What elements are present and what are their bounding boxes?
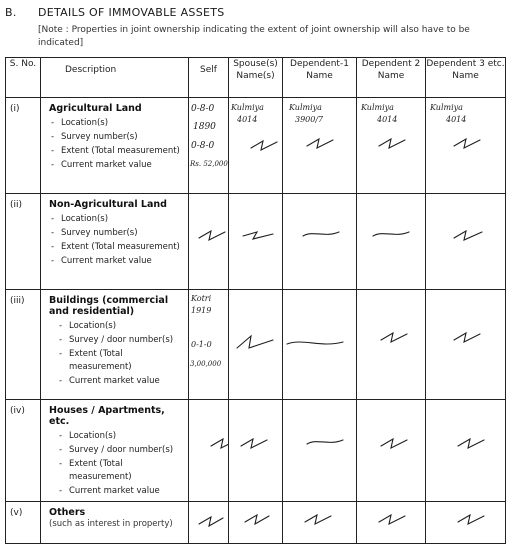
cell-spouse bbox=[229, 98, 283, 194]
cell-spouse bbox=[229, 194, 283, 290]
row-description bbox=[41, 98, 189, 194]
list-item: - Extent (Total measurement) bbox=[57, 348, 184, 374]
section-title: DETAILS OF IMMOVABLE ASSETS bbox=[38, 6, 225, 19]
list-item: - Extent (Total measurement) bbox=[49, 241, 184, 254]
handwritten-value: 3,00,000 bbox=[190, 360, 222, 368]
cross-mark-icon bbox=[305, 136, 335, 150]
list-item: - Current market value bbox=[49, 255, 184, 268]
cell-dependent-1 bbox=[283, 194, 357, 290]
row-sno: (v) bbox=[6, 502, 41, 544]
row-description bbox=[41, 194, 189, 290]
handwritten-value: 0-1-0 bbox=[191, 340, 212, 349]
list-item: - Survey number(s) bbox=[49, 227, 184, 240]
list-item: - Extent (Total measurement) bbox=[49, 145, 184, 158]
cross-mark-icon bbox=[209, 436, 229, 450]
handwritten-value: Rs. 52,000 bbox=[190, 160, 228, 168]
dash-mark-icon bbox=[285, 336, 345, 350]
cross-mark-icon bbox=[235, 332, 275, 352]
row-description bbox=[41, 502, 189, 544]
cell-self bbox=[189, 194, 229, 290]
cell-spouse bbox=[229, 290, 283, 400]
row-title: Others bbox=[49, 507, 86, 518]
list-item: - Location(s) bbox=[57, 320, 184, 333]
cell-dependent-3 bbox=[426, 194, 506, 290]
cross-mark-icon bbox=[452, 228, 484, 242]
section-number: B. bbox=[5, 6, 17, 19]
row-description bbox=[41, 290, 189, 400]
cross-mark-icon bbox=[377, 136, 407, 150]
list-item: - Location(s) bbox=[49, 213, 184, 226]
row-title: Houses / Apartments, etc. bbox=[49, 405, 165, 427]
handwritten-value: Kulmiya bbox=[361, 103, 394, 112]
cell-dependent-2 bbox=[357, 400, 426, 502]
col-header-dependent-3: Dependent 3 etc. Name bbox=[426, 58, 506, 98]
cell-dependent-2 bbox=[357, 194, 426, 290]
row-sno: (i) bbox=[6, 98, 41, 194]
handwritten-value: Kotri bbox=[191, 294, 212, 303]
cross-mark-icon bbox=[249, 138, 279, 152]
cross-mark-icon bbox=[456, 436, 486, 450]
cell-self bbox=[189, 400, 229, 502]
cell-dependent-2 bbox=[357, 290, 426, 400]
list-item: - Extent (Total measurement) bbox=[57, 458, 184, 484]
table-row bbox=[6, 194, 506, 290]
immovable-assets-table bbox=[5, 57, 506, 544]
col-header-spouse: Spouse(s) Name(s) bbox=[229, 58, 283, 98]
cell-self bbox=[189, 290, 229, 400]
cell-spouse bbox=[229, 400, 283, 502]
row-title: Buildings (commercial and residential) bbox=[49, 295, 169, 317]
cross-mark-icon bbox=[377, 512, 407, 526]
cell-dependent-2 bbox=[357, 502, 426, 544]
row-description bbox=[41, 400, 189, 502]
cross-mark-icon bbox=[379, 436, 409, 450]
cross-mark-icon bbox=[197, 514, 225, 528]
table-header-row bbox=[6, 58, 506, 98]
cell-self bbox=[189, 502, 229, 544]
list-item: - Location(s) bbox=[49, 117, 184, 130]
cell-dependent-2 bbox=[357, 98, 426, 194]
cell-dependent-1 bbox=[283, 400, 357, 502]
dash-mark-icon bbox=[305, 436, 345, 448]
list-item: - Current market value bbox=[57, 375, 184, 388]
cross-mark-icon bbox=[379, 330, 409, 344]
ownership-note: [Note : Properties in joint ownership indicating the extent of joint ownership will also have to be indicated] bbox=[38, 25, 470, 48]
cell-dependent-3 bbox=[426, 400, 506, 502]
cell-spouse bbox=[229, 502, 283, 544]
cross-mark-icon bbox=[241, 228, 275, 242]
row-title: Non-Agricultural Land bbox=[49, 199, 167, 210]
list-item: - Location(s) bbox=[57, 430, 184, 443]
handwritten-value: 4014 bbox=[237, 115, 258, 124]
row-subtitle: (such as interest in property) bbox=[49, 519, 173, 529]
table-row bbox=[6, 290, 506, 400]
list-item: - Survey / door number(s) bbox=[57, 334, 184, 347]
row-title: Agricultural Land bbox=[49, 103, 142, 114]
table-row bbox=[6, 502, 506, 544]
col-header-self: Self bbox=[189, 58, 229, 98]
table-row bbox=[6, 98, 506, 194]
handwritten-value: 0-8-0 bbox=[191, 104, 215, 114]
handwritten-value: 3900/7 bbox=[295, 115, 324, 124]
cross-mark-icon bbox=[243, 512, 271, 526]
cross-mark-icon bbox=[239, 436, 269, 450]
handwritten-value: Kulmiya bbox=[430, 103, 463, 112]
cross-mark-icon bbox=[303, 512, 333, 526]
list-item: - Current market value bbox=[49, 159, 184, 172]
col-header-sno: S. No. bbox=[6, 58, 41, 98]
cross-mark-icon bbox=[456, 512, 486, 526]
handwritten-value: 4014 bbox=[377, 115, 398, 124]
list-item: - Current market value bbox=[57, 485, 184, 498]
handwritten-value: Kulmiya bbox=[231, 103, 264, 112]
cell-self bbox=[189, 98, 229, 194]
cross-mark-icon bbox=[197, 228, 227, 242]
col-header-dependent-1: Dependent-1 Name bbox=[283, 58, 357, 98]
cell-dependent-3 bbox=[426, 290, 506, 400]
cell-dependent-1 bbox=[283, 502, 357, 544]
table-row bbox=[6, 400, 506, 502]
cross-mark-icon bbox=[452, 330, 482, 344]
list-item: - Survey / door number(s) bbox=[57, 444, 184, 457]
col-header-dependent-2: Dependent 2 Name bbox=[357, 58, 426, 98]
col-header-description: Description bbox=[41, 58, 189, 98]
dash-mark-icon bbox=[371, 228, 411, 240]
handwritten-value: 1919 bbox=[191, 306, 212, 315]
cell-dependent-1 bbox=[283, 290, 357, 400]
handwritten-value: 0-8-0 bbox=[191, 141, 215, 151]
cross-mark-icon bbox=[452, 136, 482, 150]
row-sno: (iii) bbox=[6, 290, 41, 400]
handwritten-value: Kulmiya bbox=[289, 103, 322, 112]
cell-dependent-3 bbox=[426, 98, 506, 194]
handwritten-value: 1890 bbox=[193, 122, 216, 132]
row-sno: (ii) bbox=[6, 194, 41, 290]
list-item: - Survey number(s) bbox=[49, 131, 184, 144]
handwritten-value: 4014 bbox=[446, 115, 467, 124]
cell-dependent-1 bbox=[283, 98, 357, 194]
dash-mark-icon bbox=[301, 228, 341, 240]
cell-dependent-3 bbox=[426, 502, 506, 544]
row-sno: (iv) bbox=[6, 400, 41, 502]
